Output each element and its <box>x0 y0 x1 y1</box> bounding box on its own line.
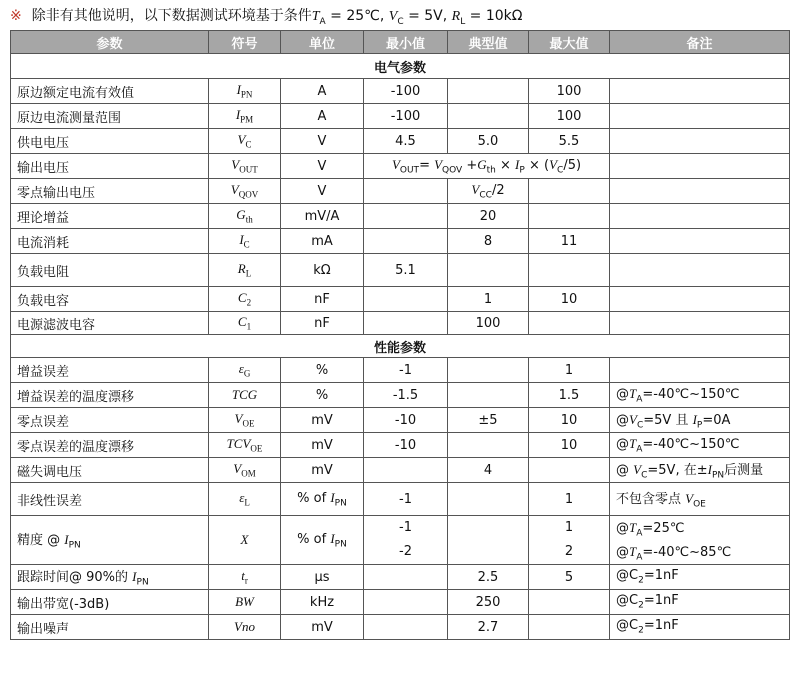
table-row: 零点输出电压 $V_{QOV}$ V $V_{CC}/2$ <box>11 179 790 204</box>
section-title: 电气参数 <box>11 54 790 79</box>
section-row-electrical <box>11 54 790 79</box>
section-title: 性能参数 <box>11 335 790 358</box>
table-row: 跟踪时间@ 90%的 $I_{PN}$ $t_r$ µs 2.5 5 $@C_2=1nF$ <box>11 565 790 590</box>
header-typ: 典型值 <box>448 31 529 54</box>
header-remark: 备注 <box>610 31 790 54</box>
table-row: 负载电容 $C_2$ nF 1 10 <box>11 287 790 312</box>
table-row: 零点误差 $V_{OE}$ mV -10 ±5 10 $@V_C=5V$ 且 $I_P=0A$ <box>11 408 790 433</box>
output-voltage-formula: $V_{OUT}= V_{QOV} +G_{th} \times I_P \times (V_C/5)$ <box>364 154 610 179</box>
header-symbol: 符号 <box>209 31 281 54</box>
table-row: 负载电阻 $R_L$ kΩ 5.1 <box>11 254 790 287</box>
test-condition-note: ※ 除非有其他说明，以下数据测试环境基于条件$T_A$ = 25℃, $V_C = 5V$, $R_L = 10k\Omega$ <box>10 8 523 27</box>
spec-table <box>10 30 790 640</box>
table-row: 输出噪声 Vno mV 2.7 $@C_2=1nF$ <box>11 615 790 640</box>
table-row: 输出电压 $V_{OUT}$ V $V_{OUT}= V_{QOV} +G_{th} \times I_P \times (V_C/5)$ <box>11 154 790 179</box>
table-row: 增益误差的温度漂移 TCG % -1.5 1.5 $@T_A=-40℃\sim 150℃$ <box>11 383 790 408</box>
table-row: 电流消耗 $I_C$ mA 8 11 <box>11 229 790 254</box>
table-row: 精度 @ $I_{PN}$ X % of $I_{PN}$ -1 -2 1 2 $@T_A=25℃$ $@T_A=-40℃\sim 85℃$ <box>11 516 790 565</box>
section-row-performance <box>11 335 790 358</box>
table-row: 原边额定电流有效值 $I_{PN}$ A -100 100 <box>11 79 790 104</box>
table-row: 非线性误差 $\varepsilon_L$ % of $I_{PN}$ -1 1 不包含零点 $V_{OE}$ <box>11 483 790 516</box>
table-row: 电源滤波电容 $C_1$ nF 100 <box>11 312 790 335</box>
table-row: 零点误差的温度漂移 $TCV_{OE}$ mV -10 10 $@T_A=-40℃\sim 150℃$ <box>11 433 790 458</box>
table-row: 理论增益 $G_{th}$ mV/A 20 <box>11 204 790 229</box>
table-row: 输出带宽(-3dB) BW kHz 250 $@C_2=1nF$ <box>11 590 790 615</box>
header-min: 最小值 <box>364 31 448 54</box>
table-row: 磁失调电压 $V_{OM}$ mV 4 @ $V_C=5V$, 在$\pm I_{PN}$后测量 <box>11 458 790 483</box>
header-max: 最大值 <box>529 31 610 54</box>
table-row: 原边电流测量范围 $I_{PM}$ A -100 100 <box>11 104 790 129</box>
header-unit: 单位 <box>281 31 364 54</box>
header-param: 参数 <box>11 31 209 54</box>
table-row: 供电电压 $V_C$ V 4.5 5.0 5.5 <box>11 129 790 154</box>
table-row: 增益误差 $\varepsilon_G$ % -1 1 <box>11 358 790 383</box>
reference-mark-icon: ※ <box>10 8 22 24</box>
header-row <box>11 31 790 54</box>
